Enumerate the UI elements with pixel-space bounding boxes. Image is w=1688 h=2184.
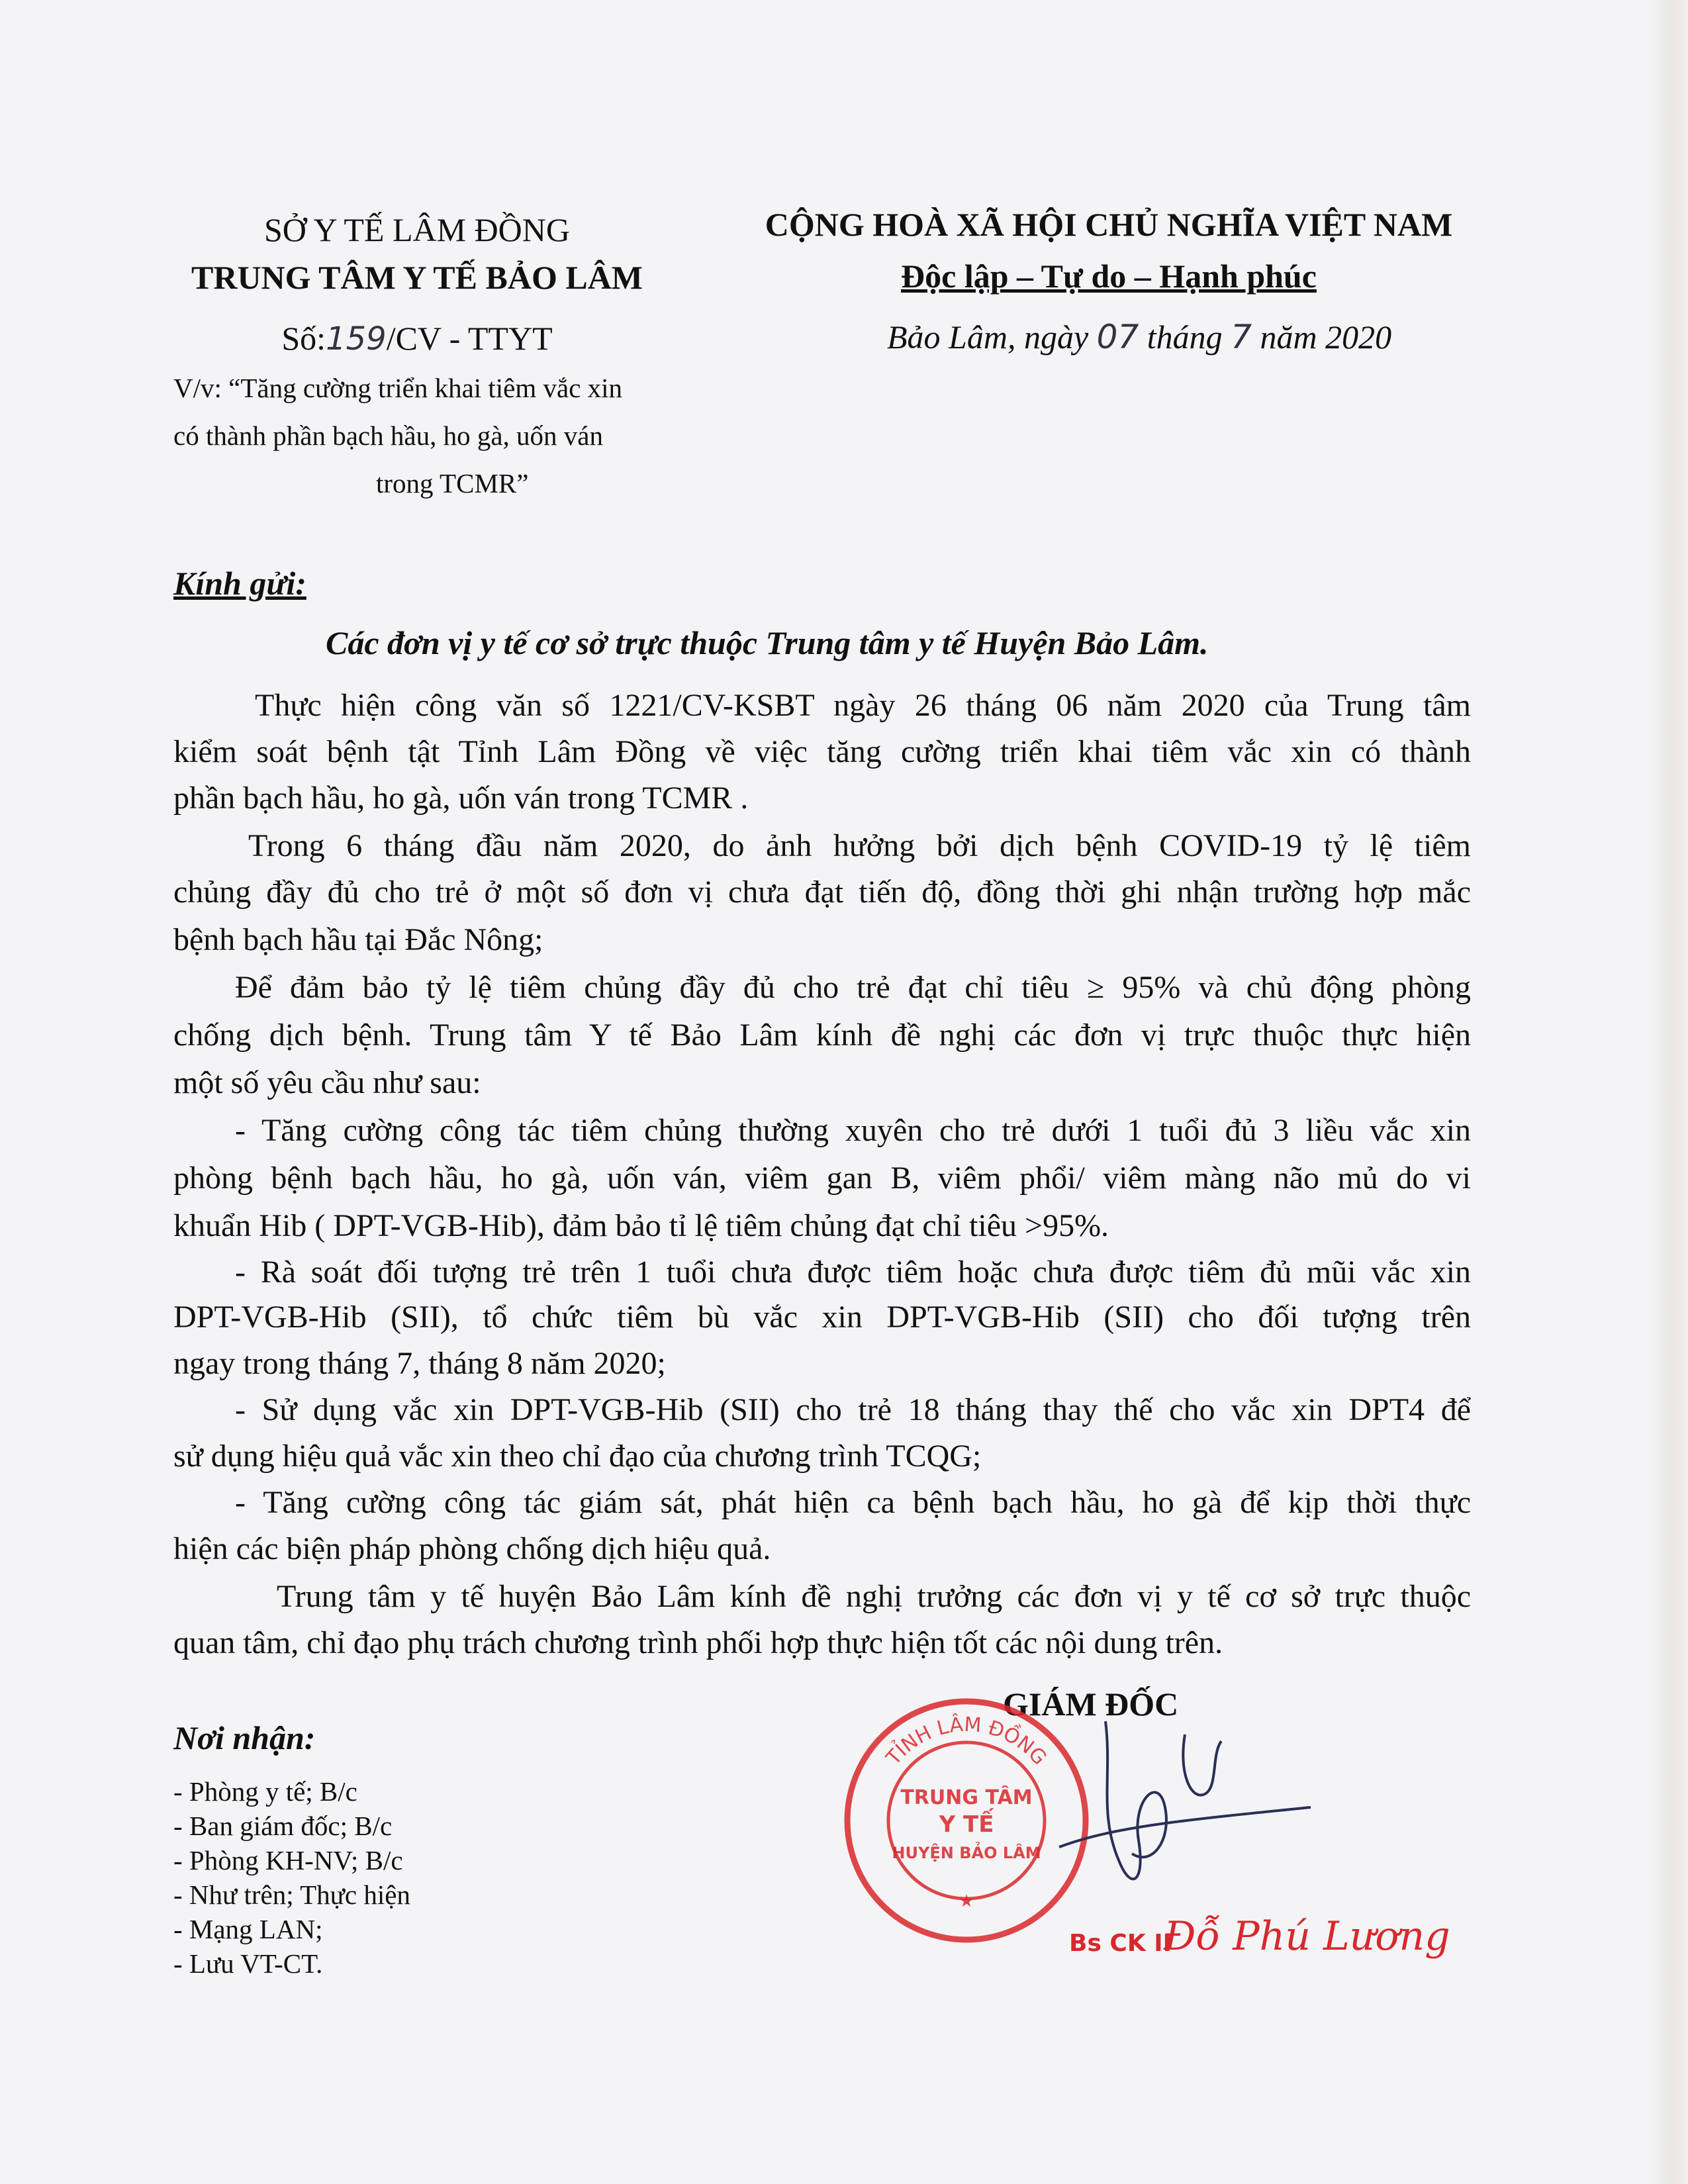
- body-line: - Tăng cường công tác tiêm chủng thường xuyên cho trẻ dưới 1 tuổi đủ 3 liều vắc xin: [235, 1113, 1471, 1148]
- receivers-title: Nơi nhận:: [173, 1719, 316, 1756]
- ministry-name: SỞ Y TẾ LÂM ĐỒNG: [263, 211, 571, 248]
- nation-title: CỘNG HOÀ XÃ HỘI CHỦ NGHĨA VIỆT NAM: [765, 206, 1453, 243]
- document-number: [126, 319, 708, 357]
- body-line: chủng đầy đủ cho trẻ ở một số đơn vị chưa đạt tiến độ, đồng thời ghi nhận trường hợp mắc: [173, 875, 1471, 910]
- greeting-recipients: Các đơn vị y tế cơ sở trực thuộc Trung tâm y tế Huyện Bảo Lâm.: [326, 624, 1209, 661]
- body-line: phòng bệnh bạch hầu, ho gà, uốn ván, viêm gan B, viêm phổi/ viêm màng não mủ do vi: [173, 1161, 1471, 1196]
- doc-number-handwritten: 159: [326, 320, 387, 357]
- body-line: - Rà soát đối tượng trẻ trên 1 tuổi chưa được tiêm hoặc chưa được tiêm đủ mũi vắc xin: [235, 1255, 1471, 1290]
- greeting-label: Kính gửi:: [173, 565, 306, 602]
- body-line: kiểm soát bệnh tật Tỉnh Lâm Đồng về việc tăng cường triển khai tiêm vắc xin có thành: [173, 734, 1471, 769]
- motto-text: Độc lập – Tự do – Hạnh phúc: [901, 258, 1317, 295]
- receiver-item: - Lưu VT-CT.: [173, 1948, 323, 1979]
- body-line: Thực hiện công văn số 1221/CV-KSBT ngày 26 tháng 06 năm 2020 của Trung tâm: [255, 688, 1471, 723]
- date-year: năm 2020: [1260, 318, 1392, 356]
- body-line: khuẩn Hib ( DPT-VGB-Hib), đảm bảo tỉ lệ tiêm chủng đạt chỉ tiêu >95%.: [173, 1208, 1109, 1243]
- body-line: hiện các biện pháp phòng chống dịch hiệu quả.: [173, 1531, 771, 1566]
- receiver-item: - Phòng y tế; B/c: [173, 1776, 357, 1807]
- signature-title: GIÁM ĐỐC: [1003, 1685, 1179, 1723]
- subject-line-1: V/v: “Tăng cường triển khai tiêm vắc xin: [173, 373, 623, 403]
- date-day: 07: [1096, 318, 1139, 356]
- date-place: Bảo Lâm, ngày: [887, 318, 1089, 356]
- signer-name: Đỗ Phú Lương: [1164, 1913, 1450, 1960]
- doc-number-prefix: Số:: [281, 320, 326, 357]
- body-line: - Tăng cường công tác giám sát, phát hiện ca bệnh bạch hầu, ho gà để kịp thời thực: [235, 1485, 1471, 1520]
- body-line: sử dụng hiệu quả vắc xin theo chỉ đạo của chương trình TCQG;: [173, 1439, 982, 1474]
- doc-number-suffix: /CV - TTYT: [386, 320, 553, 357]
- stamp-line-3: HUYỆN BẢO LÂM: [892, 1844, 1041, 1862]
- receivers-list: [173, 1774, 410, 1981]
- stamp-top-text: TỈNH LÂM ĐỒNG: [882, 1713, 1051, 1770]
- receiver-item: - Mạng LAN;: [173, 1914, 323, 1944]
- unit-name: TRUNG TÂM Y TẾ BẢO LÂM: [191, 259, 643, 296]
- body-line: một số yêu cầu như sau:: [173, 1065, 481, 1100]
- stamp-line-1: TRUNG TÂM: [900, 1786, 1033, 1809]
- subject-line-2: có thành phần bạch hầu, ho gà, uốn ván: [173, 420, 603, 451]
- receiver-item: - Như trên; Thực hiện: [173, 1879, 410, 1910]
- subject-line-3: trong TCMR”: [376, 468, 529, 499]
- signer-title-prefix: Bs CK II: [1069, 1930, 1172, 1957]
- body-line: Trong 6 tháng đầu năm 2020, do ảnh hưởng bởi dịch bệnh COVID-19 tỷ lệ tiêm: [248, 828, 1471, 863]
- scan-edge: [1648, 0, 1688, 2184]
- body-line: Trung tâm y tế huyện Bảo Lâm kính đề nghị trưởng các đơn vị y tế cơ sở trực thuộc: [277, 1579, 1471, 1614]
- motto: [718, 257, 1499, 295]
- body-line: quan tâm, chỉ đạo phụ trách chương trình phối hợp thực hiện tốt các nội dung trên.: [173, 1625, 1223, 1660]
- handwritten-signature: [1033, 1695, 1324, 1920]
- body-line: phần bạch hầu, ho gà, uốn ván trong TCMR .: [173, 781, 749, 816]
- svg-text:★: ★: [959, 1891, 974, 1911]
- body-line: DPT-VGB-Hib (SII), tổ chức tiêm bù vắc xin DPT-VGB-Hib (SII) cho đối tượng trên: [173, 1300, 1471, 1335]
- stamp-line-2: Y TẾ: [939, 1811, 994, 1838]
- receiver-item: - Phòng KH-NV; B/c: [173, 1845, 403, 1875]
- body-line: chống dịch bệnh. Trung tâm Y tế Bảo Lâm kính đề nghị các đơn vị trực thuộc thực hiện: [173, 1018, 1471, 1053]
- date-month: 7: [1231, 318, 1252, 356]
- body-line: Để đảm bảo tỷ lệ tiêm chủng đầy đủ cho trẻ đạt chỉ tiêu ≥ 95% và chủ động phòng: [235, 970, 1471, 1005]
- body-line: - Sử dụng vắc xin DPT-VGB-Hib (SII) cho trẻ 18 tháng thay thế cho vắc xin DPT4 để: [235, 1392, 1471, 1427]
- date-line: [887, 318, 1391, 356]
- body-line: ngay trong tháng 7, tháng 8 năm 2020;: [173, 1346, 666, 1381]
- receiver-item: - Ban giám đốc; B/c: [173, 1811, 393, 1841]
- date-month-word: tháng: [1147, 318, 1223, 356]
- body-line: bệnh bạch hầu tại Đắc Nông;: [173, 922, 543, 957]
